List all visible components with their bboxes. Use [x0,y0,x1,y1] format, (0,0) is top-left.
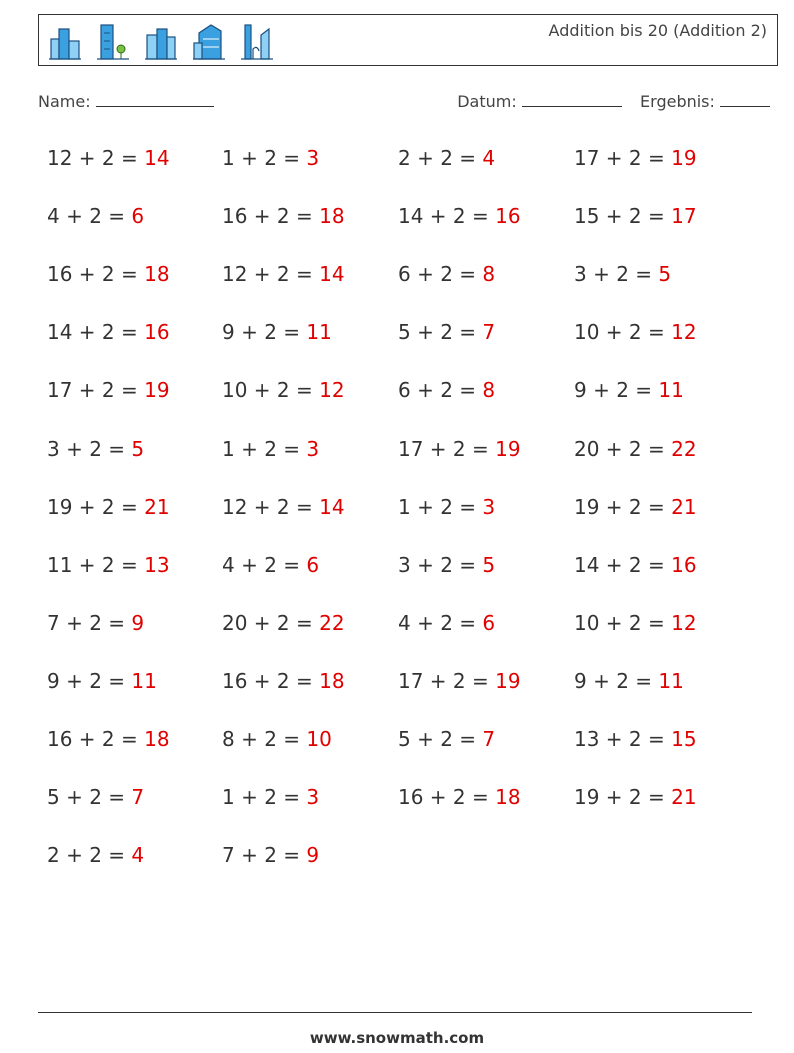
problem-item [398,437,521,461]
problem-answer: 21 [671,785,697,810]
problem-expression: 4 + 2 = [222,552,307,577]
problem-expression: 4 + 2 = [47,204,132,229]
problem-item [398,785,521,809]
problem-answer: 8 [482,262,496,287]
problem-answer: 14 [319,262,345,287]
problem-answer: 11 [131,668,157,693]
problem-expression: 7 + 2 = [47,610,132,635]
problem-expression: 4 + 2 = [398,610,483,635]
problem-item [47,320,170,344]
problem-item [47,669,157,693]
problem-answer: 16 [671,552,697,577]
result-blank [720,92,770,107]
problem-item [574,204,697,228]
problem-item [398,146,495,170]
problem-answer: 18 [319,668,345,693]
problem-item [398,495,495,519]
problem-item [222,611,345,635]
problem-expression: 10 + 2 = [574,320,672,345]
problem-answer: 3 [306,146,320,170]
problem-expression: 1 + 2 = [222,436,307,461]
problem-item [222,669,345,693]
problem-answer: 18 [495,785,521,810]
problem-answer: 3 [482,494,496,519]
problem-item [222,320,332,344]
problem-answer: 18 [319,204,345,229]
problem-answer: 4 [131,843,145,868]
problem-answer: 4 [482,146,496,170]
problem-answer: 7 [482,727,496,751]
problem-item [47,611,144,635]
problem-answer: 10 [306,727,332,751]
problem-item [222,146,319,170]
problem-expression: 17 + 2 = [574,146,672,170]
problem-answer: 6 [306,552,320,577]
header-icons [47,21,275,61]
problem-item [398,669,521,693]
problem-answer: 3 [306,436,320,461]
problem-item [398,320,495,344]
problem-answer: 5 [658,262,672,287]
problem-answer: 11 [658,378,684,403]
skyscraper-icon [239,21,275,61]
problem-item [47,378,170,402]
problem-item [574,262,671,286]
problem-item [222,495,345,519]
problem-answer: 9 [131,610,145,635]
problem-answer: 18 [144,727,170,751]
problem-expression: 16 + 2 = [222,204,320,229]
problem-item [574,669,684,693]
problem-item [47,204,144,228]
problem-item [574,727,697,751]
problem-expression: 14 + 2 = [574,552,672,577]
problem-expression: 12 + 2 = [47,146,145,170]
problem-item [398,553,495,577]
problem-item [47,843,144,867]
tower-with-tree-icon [95,21,131,61]
problem-expression: 1 + 2 = [222,146,307,170]
problem-item [222,437,319,461]
problem-item [47,727,170,751]
problem-item [222,262,345,286]
date-blank [522,92,622,107]
problem-item [574,785,697,809]
problem-expression: 17 + 2 = [398,668,496,693]
problem-answer: 17 [671,204,697,229]
problem-expression: 14 + 2 = [398,204,496,229]
problem-answer: 7 [131,785,145,810]
problem-answer: 19 [495,668,521,693]
problem-expression: 16 + 2 = [398,785,496,810]
problem-item [574,437,697,461]
problem-expression: 12 + 2 = [222,262,320,287]
problem-item [398,204,521,228]
name-blank [96,92,214,107]
name-field [38,92,214,111]
problem-expression: 20 + 2 = [574,436,672,461]
date-label: Datum: [457,92,517,111]
footer-url: www.snowmath.com [309,1029,485,1047]
problem-answer: 5 [482,552,496,577]
problem-expression: 16 + 2 = [47,727,145,751]
problem-answer: 5 [131,436,145,461]
problem-item [222,378,345,402]
problem-answer: 6 [482,610,496,635]
problem-item [222,727,332,751]
problem-expression: 19 + 2 = [574,494,672,519]
problem-answer: 6 [131,204,145,229]
problem-expression: 10 + 2 = [574,610,672,635]
problem-item [222,785,319,809]
problem-expression: 6 + 2 = [398,262,483,287]
problem-expression: 5 + 2 = [47,785,132,810]
result-label: Ergebnis: [640,92,715,111]
problem-item [398,262,495,286]
problem-item [574,495,697,519]
problem-item [574,146,697,170]
building-icon [47,21,83,61]
problem-answer: 19 [144,378,170,403]
worksheet-title: Addition bis 20 (Addition 2) [548,21,767,40]
problem-expression: 11 + 2 = [47,552,145,577]
problem-item [47,785,144,809]
problem-answer: 16 [144,320,170,345]
problem-expression: 2 + 2 = [47,843,132,868]
problem-expression: 16 + 2 = [47,262,145,287]
problem-expression: 7 + 2 = [222,843,307,868]
problem-item [398,378,495,402]
footer-divider [38,1012,752,1013]
problem-expression: 12 + 2 = [222,494,320,519]
problem-answer: 13 [144,552,170,577]
problem-item [222,553,319,577]
problem-expression: 9 + 2 = [574,378,659,403]
problem-expression: 1 + 2 = [398,494,483,519]
problem-answer: 12 [671,320,697,345]
name-label: Name: [38,92,91,111]
problem-answer: 21 [671,494,697,519]
problem-expression: 3 + 2 = [574,262,659,287]
problem-expression: 5 + 2 = [398,727,483,751]
problem-item [574,378,684,402]
problem-answer: 15 [671,727,697,751]
problem-answer: 12 [319,378,345,403]
problem-expression: 6 + 2 = [398,378,483,403]
problem-item [47,262,170,286]
problem-expression: 15 + 2 = [574,204,672,229]
problem-item [574,553,697,577]
problem-item [574,320,697,344]
problem-answer: 9 [306,843,320,868]
problem-answer: 19 [671,146,697,170]
office-block-icon [143,21,179,61]
problem-expression: 3 + 2 = [398,552,483,577]
problem-answer: 8 [482,378,496,403]
problem-expression: 17 + 2 = [47,378,145,403]
problem-expression: 19 + 2 = [47,494,145,519]
problem-answer: 14 [144,146,170,170]
problem-answer: 18 [144,262,170,287]
problem-answer: 3 [306,785,320,810]
problem-expression: 5 + 2 = [398,320,483,345]
problem-answer: 11 [306,320,332,345]
problem-expression: 13 + 2 = [574,727,672,751]
problem-expression: 8 + 2 = [222,727,307,751]
problem-answer: 19 [495,436,521,461]
problem-item [47,495,170,519]
problem-expression: 17 + 2 = [398,436,496,461]
problem-expression: 9 + 2 = [47,668,132,693]
problem-expression: 10 + 2 = [222,378,320,403]
problem-answer: 21 [144,494,170,519]
worksheet-header [38,14,778,66]
problem-expression: 3 + 2 = [47,436,132,461]
problem-item [398,727,495,751]
meta-row [38,92,770,116]
problem-expression: 1 + 2 = [222,785,307,810]
problem-item [398,611,495,635]
problem-answer: 11 [658,668,684,693]
problem-item [47,553,170,577]
problem-expression: 9 + 2 = [222,320,307,345]
problem-expression: 20 + 2 = [222,610,320,635]
problem-expression: 2 + 2 = [398,146,483,170]
problem-answer: 12 [671,610,697,635]
problem-item [47,437,144,461]
problem-item [222,843,319,867]
problem-expression: 14 + 2 = [47,320,145,345]
problem-answer: 22 [319,610,345,635]
problem-item [47,146,170,170]
problem-item [574,611,697,635]
problem-expression: 19 + 2 = [574,785,672,810]
problem-answer: 16 [495,204,521,229]
problem-answer: 22 [671,436,697,461]
date-result-fields [457,92,770,111]
problem-item [222,204,345,228]
problem-answer: 14 [319,494,345,519]
problem-answer: 7 [482,320,496,345]
problem-expression: 16 + 2 = [222,668,320,693]
problem-expression: 9 + 2 = [574,668,659,693]
glass-building-icon [191,21,227,61]
